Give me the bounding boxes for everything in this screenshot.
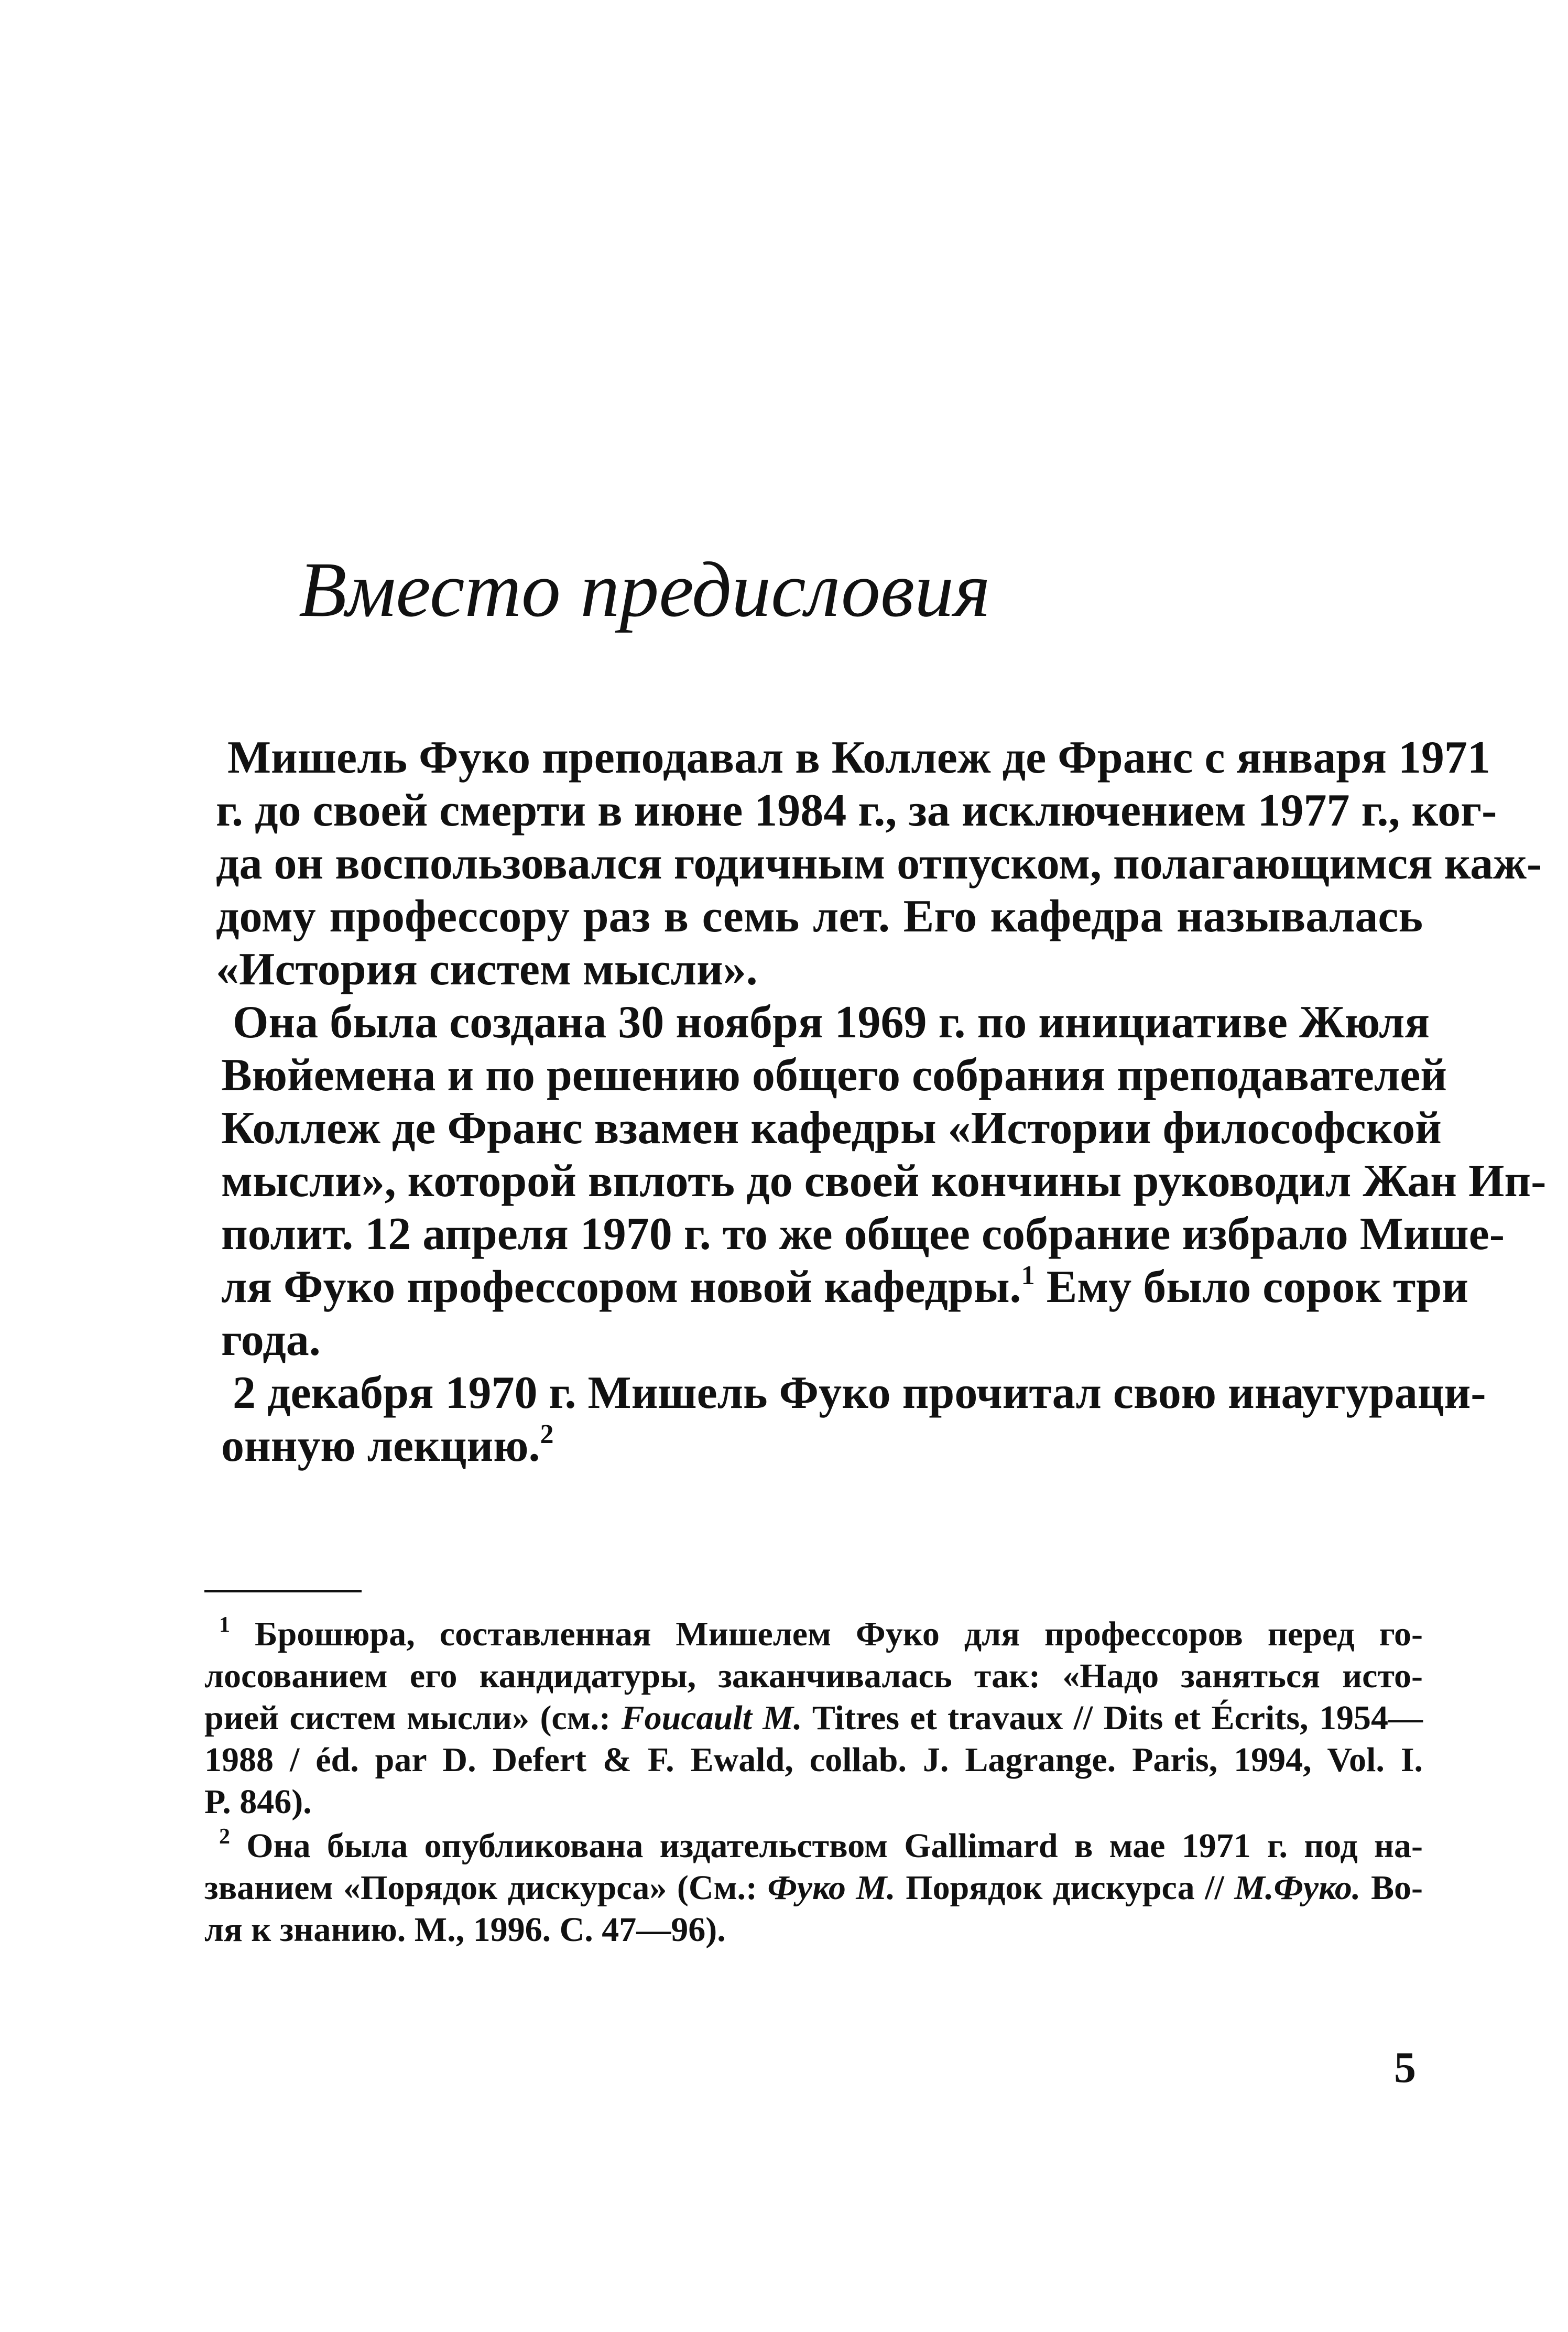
text-segment: Titres et travaux // Dits et Écrits, 1954— (802, 1699, 1423, 1737)
paragraph-2 (204, 996, 1547, 1366)
footnote-line: 1988 / éd. par D. Defert & F. Ewald, collab. J. Lagrange. Paris, 1994, Vol. I. (204, 1741, 1423, 1779)
main-text (204, 731, 1547, 1472)
chapter-title: Вместо предисловия (299, 546, 990, 633)
text-segment: Порядок дискурса // (895, 1869, 1235, 1907)
footnote-line (204, 1613, 1423, 1655)
text-segment: Во- (1360, 1869, 1423, 1907)
text-line: мысли», которой вплоть до своей кончины руководил Жан Ип- (221, 1156, 1547, 1207)
footnote-line (204, 1697, 1423, 1739)
author-name: М.Фуко. (1234, 1869, 1361, 1907)
text-segment: Брошюра, составленная Мишелем Фуко для профессоров перед го- (255, 1615, 1423, 1653)
page-number: 5 (1394, 2043, 1416, 2092)
text-line: г. до своей смерти в июне 1984 г., за исключением 1977 г., ког- (216, 785, 1497, 836)
text-line (204, 1419, 1423, 1472)
text-line: года. (221, 1315, 321, 1365)
footnote-ref-2[interactable]: 2 (540, 1419, 554, 1449)
text-line: «История систем мысли». (216, 944, 758, 995)
footnote-1 (204, 1613, 1423, 1823)
footnote-line (204, 1867, 1423, 1909)
author-name: Фуко М. (767, 1869, 896, 1907)
text-segment: ля Фуко профессором новой кафедры. (221, 1262, 1021, 1313)
footnote-marker: 2 (219, 1825, 230, 1849)
footnote-line: ля к знанию. М., 1996. С. 47—96). (204, 1911, 726, 1949)
footnote-line: P. 846). (204, 1783, 312, 1821)
footnote-ref-1[interactable]: 1 (1021, 1261, 1035, 1290)
text-line: полит. 12 апреля 1970 г. то же общее собрание избрало Мише- (221, 1209, 1505, 1260)
text-line: Вюйемена и по решению общего собрания преподавателей (221, 1050, 1447, 1101)
paragraph-1 (204, 731, 1542, 996)
text-line (204, 1261, 1468, 1314)
footnotes (204, 1613, 1423, 1951)
text-line: 2 декабря 1970 г. Мишель Фуко прочитал свою инаугураци- (233, 1368, 1486, 1418)
text-segment: Ему было сорок три (1046, 1262, 1468, 1313)
footnote-2 (204, 1825, 1423, 1951)
text-line: Она была создана 30 ноября 1969 г. по инициативе Жюля (233, 997, 1430, 1048)
footnote-marker: 1 (219, 1613, 230, 1637)
footnote-line (204, 1825, 1423, 1867)
author-name: Foucault M. (621, 1699, 802, 1737)
footnote-line: лосованием его кандидатуры, заканчивалась так: «Надо заняться исто- (204, 1657, 1423, 1695)
text-segment: Она была опубликована издательством Gallimard в мае 1971 г. под на- (246, 1827, 1423, 1865)
text-segment: званием «Порядок дискурса» (См.: (204, 1869, 768, 1907)
text-line: Мишель Фуко преподавал в Коллеж де Франс с января 1971 (227, 732, 1490, 783)
text-line: Коллеж де Франс взамен кафедры «Истории философской (221, 1103, 1442, 1154)
text-line: дому профессору раз в семь лет. Его кафедра называлась (216, 891, 1423, 942)
footnote-divider (204, 1590, 362, 1592)
paragraph-3 (204, 1366, 1486, 1472)
text-segment: рией систем мысли» (см.: (204, 1699, 622, 1737)
text-line: да он воспользовался годичным отпуском, полагающимся каж- (216, 838, 1542, 889)
text-segment: онную лекцию. (221, 1420, 540, 1471)
